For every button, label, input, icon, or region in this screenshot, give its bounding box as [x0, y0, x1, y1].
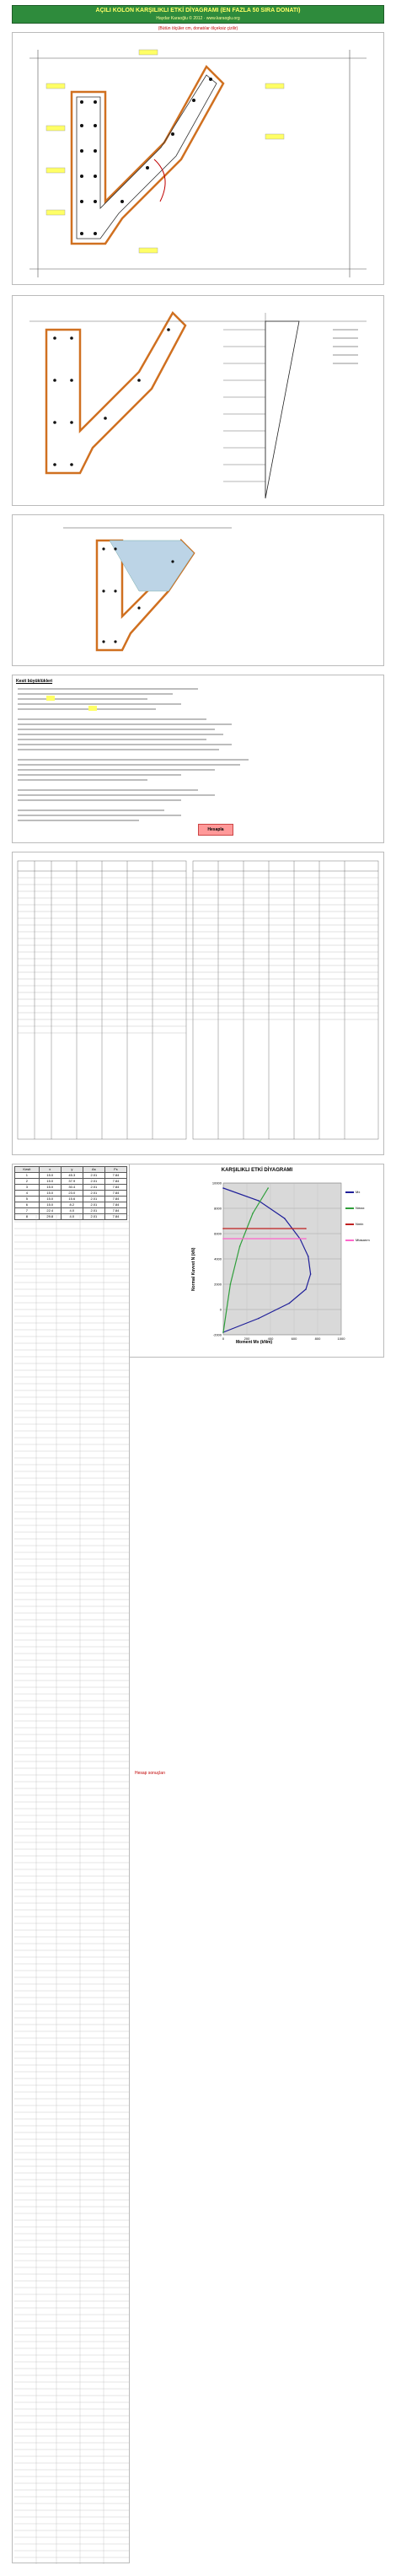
y-axis-label: Normal Kuvvet N (kN) [191, 1247, 196, 1291]
table-cell: 15.0 [39, 1197, 61, 1202]
table-cell: 22.4 [39, 1208, 61, 1214]
table-row [15, 1191, 127, 1197]
table-row [15, 1202, 127, 1208]
table-cell: 8.2 [61, 1202, 83, 1208]
table-cell: 2 [15, 1179, 40, 1185]
table-row [15, 1185, 127, 1191]
compression-zone-drawing [13, 515, 383, 665]
series-point-0 [222, 1187, 224, 1189]
y-tick-label: -2000 [212, 1332, 222, 1337]
table-cell: 15.0 [39, 1191, 61, 1197]
y-tick-label: 8000 [214, 1206, 222, 1211]
table-cell: 2.01 [83, 1202, 104, 1208]
table-cell: 29.8 [39, 1214, 61, 1220]
page-subtitle: Haydar Karaoğlu © 2012 · www.karaoglu.org [156, 16, 240, 21]
series-point-1 [222, 1331, 224, 1333]
compression-zone-panel [12, 514, 384, 666]
calculation-title: Kesit büyüklükleri [16, 679, 53, 684]
calculation-text-lines [13, 684, 383, 844]
section-drawing-panel [12, 32, 384, 285]
legend-item-mdesign: Mtasarım [345, 1238, 370, 1242]
table-cell: 15.0 [39, 1202, 61, 1208]
table-row [15, 1179, 127, 1185]
series-point-0 [289, 1303, 291, 1304]
series-point-0 [284, 1218, 286, 1219]
y-tick-label: 4000 [214, 1256, 222, 1261]
table-row [15, 1173, 127, 1179]
calculation-panel [12, 675, 384, 843]
column-section-drawing [13, 33, 383, 284]
table-cell: 2.01 [83, 1208, 104, 1214]
series-point-1 [239, 1245, 241, 1247]
chart-title: KARŞILIKLI ETKİ DİYAGRAMI [221, 1168, 293, 1173]
results-table-header: Kesit x y As Fs [15, 1167, 127, 1173]
table-cell: 15.0 [39, 1179, 61, 1185]
table-cell: 2.01 [83, 1197, 104, 1202]
table-cell: 7.84 [104, 1208, 126, 1214]
table-cell: 7.84 [104, 1202, 126, 1208]
series-point-0 [305, 1288, 307, 1290]
chart-legend [345, 1190, 370, 1254]
y-tick-label: 6000 [214, 1231, 222, 1236]
table-cell: 4.0 [61, 1208, 83, 1214]
table-cell: 4 [15, 1191, 40, 1197]
table-cell: 7.84 [104, 1191, 126, 1197]
table-cell: 15.0 [39, 1173, 61, 1179]
drawing-note: (Bütün ölçüler cm, donatılar ölçeksiz çizilir) [158, 26, 238, 31]
results-grid [13, 852, 383, 1154]
series-point-1 [230, 1283, 232, 1285]
table-cell: 1 [15, 1173, 40, 1179]
x-tick-label: 800 [314, 1336, 321, 1341]
table-row [15, 1208, 127, 1214]
table-cell: 2.01 [83, 1179, 104, 1185]
results-panel [12, 852, 384, 1155]
table-cell: 37.9 [61, 1179, 83, 1185]
results-table [14, 1166, 127, 1220]
table-cell: 2.01 [83, 1173, 104, 1179]
table-cell: 4.0 [61, 1214, 83, 1220]
series-point-0 [308, 1256, 309, 1257]
series-point-1 [252, 1213, 254, 1214]
x-tick-label: 600 [291, 1336, 297, 1341]
table-cell: 45.3 [61, 1173, 83, 1179]
calculate-button[interactable]: Hesapla [198, 824, 233, 836]
table-cell: 7.84 [104, 1179, 126, 1185]
table-cell: 7.84 [104, 1185, 126, 1191]
x-tick-label: 400 [267, 1336, 274, 1341]
series-point-3 [222, 1238, 224, 1240]
x-tick-label: 200 [243, 1336, 250, 1341]
series-point-0 [258, 1318, 260, 1320]
y-tick-label: 0 [219, 1307, 222, 1312]
y-tick-label: 10000 [211, 1180, 222, 1186]
series-point-1 [267, 1187, 269, 1189]
x-tick-label: 0 [222, 1336, 225, 1341]
stress-distribution-drawing [13, 296, 383, 505]
table-cell: 30.4 [61, 1185, 83, 1191]
x-tick-label: 1000 [337, 1336, 345, 1341]
table-cell: 2.01 [83, 1191, 104, 1197]
y-tick-label: 2000 [214, 1282, 222, 1287]
stress-diagram-panel [12, 295, 384, 506]
table-cell: 6 [15, 1202, 40, 1208]
table-cell: 2.01 [83, 1185, 104, 1191]
table-cell: 7 [15, 1208, 40, 1214]
series-point-2 [305, 1228, 307, 1229]
table-cell: 7.84 [104, 1173, 126, 1179]
series-point-2 [222, 1228, 224, 1229]
table-cell: 23.0 [61, 1191, 83, 1197]
table-cell: 7.84 [104, 1197, 126, 1202]
series-point-3 [305, 1238, 307, 1240]
page-title: AÇILI KOLON KARŞILIKLI ETKİ DİYAGRAMI (EN FAZLA 50 SIRA DONATI) [95, 8, 301, 13]
table-cell: 3 [15, 1185, 40, 1191]
data-table-panel [12, 1164, 130, 2563]
x-axis-label: Moment Mx (kNm) [236, 1340, 273, 1345]
page-header [12, 5, 384, 24]
table-cell: 5 [15, 1197, 40, 1202]
series-point-0 [310, 1273, 312, 1275]
table-cell: 8 [15, 1214, 40, 1220]
legend-item-nmax: Nmax [345, 1206, 370, 1210]
table-cell: 15.6 [61, 1197, 83, 1202]
legend-item-mx: Mx [345, 1190, 370, 1194]
table-cell: 2.01 [83, 1214, 104, 1220]
table-cell: 15.0 [39, 1185, 61, 1191]
table-cell: 7.84 [104, 1214, 126, 1220]
table-row [15, 1197, 127, 1202]
legend-item-nmin: Nmin [345, 1222, 370, 1226]
footer-label: Hesap sonuçları [135, 1771, 166, 1776]
series-point-0 [258, 1200, 260, 1202]
table-row-lines [13, 1215, 131, 2564]
